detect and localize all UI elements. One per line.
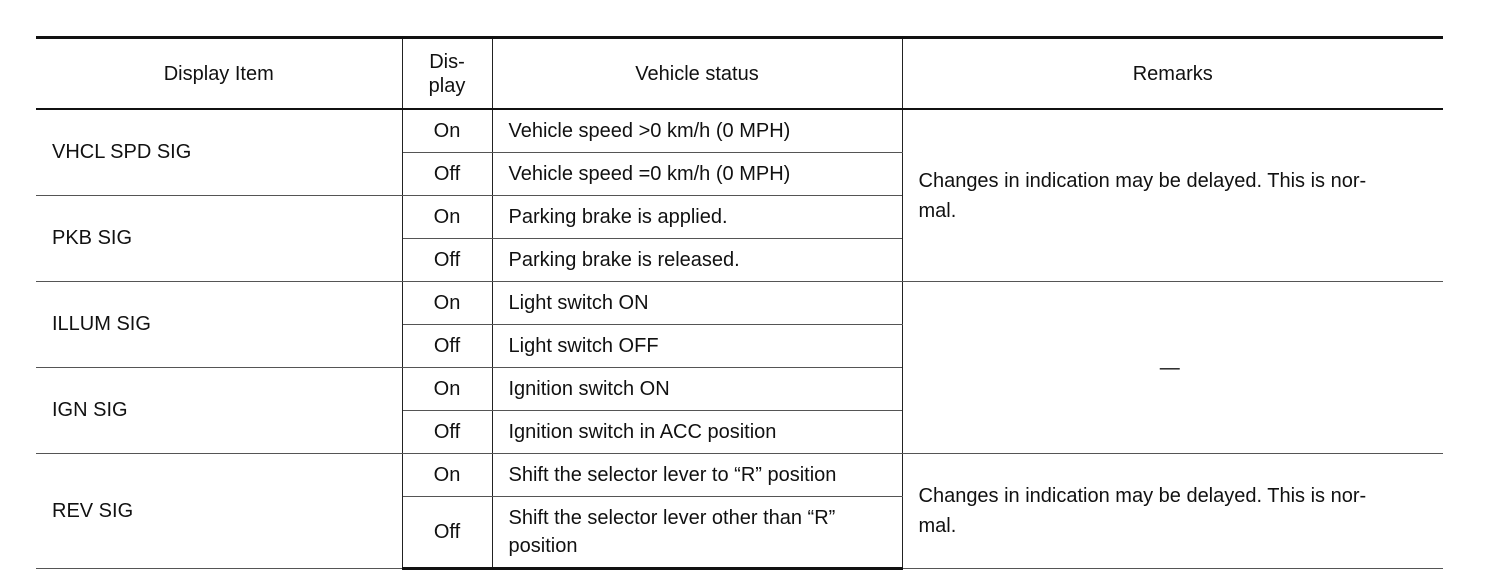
display-item-name: VHCL SPD SIG	[36, 109, 402, 196]
display-value: Off	[402, 497, 492, 569]
display-value: Off	[402, 153, 492, 196]
vehicle-status: Ignition switch ON	[492, 368, 902, 411]
table-row	[36, 109, 1443, 153]
display-item-name: REV SIG	[36, 454, 402, 569]
remarks-cell: Changes in indication may be delayed. This is nor- mal.	[902, 109, 1443, 282]
header-vehicle-status: Vehicle status	[492, 38, 902, 110]
vehicle-status: Parking brake is applied.	[492, 196, 902, 239]
vehicle-status: Shift the selector lever to “R” position	[492, 454, 902, 497]
header-row	[36, 38, 1443, 110]
display-value: On	[402, 368, 492, 411]
display-value: On	[402, 282, 492, 325]
vehicle-status: Shift the selector lever other than “R” position	[492, 497, 902, 569]
display-value: Off	[402, 411, 492, 454]
display-item-name: PKB SIG	[36, 196, 402, 282]
display-value: On	[402, 196, 492, 239]
table-row	[36, 282, 1443, 325]
display-item-name: ILLUM SIG	[36, 282, 402, 368]
vehicle-status: Light switch ON	[492, 282, 902, 325]
vehicle-status: Ignition switch in ACC position	[492, 411, 902, 454]
display-value: Off	[402, 239, 492, 282]
vehicle-status: Vehicle speed >0 km/h (0 MPH)	[492, 109, 902, 153]
display-item-name: IGN SIG	[36, 368, 402, 454]
table-row	[36, 454, 1443, 497]
vehicle-status: Vehicle speed =0 km/h (0 MPH)	[492, 153, 902, 196]
header-display: Dis- play	[402, 38, 492, 110]
header-display-item: Display Item	[36, 38, 402, 110]
remarks-cell: Changes in indication may be delayed. This is nor- mal.	[902, 454, 1443, 569]
remarks-cell: —	[902, 282, 1443, 454]
display-item-table	[36, 36, 1443, 570]
vehicle-status: Light switch OFF	[492, 325, 902, 368]
display-value: On	[402, 109, 492, 153]
display-value: On	[402, 454, 492, 497]
display-value: Off	[402, 325, 492, 368]
vehicle-status: Parking brake is released.	[492, 239, 902, 282]
header-remarks: Remarks	[902, 38, 1443, 110]
